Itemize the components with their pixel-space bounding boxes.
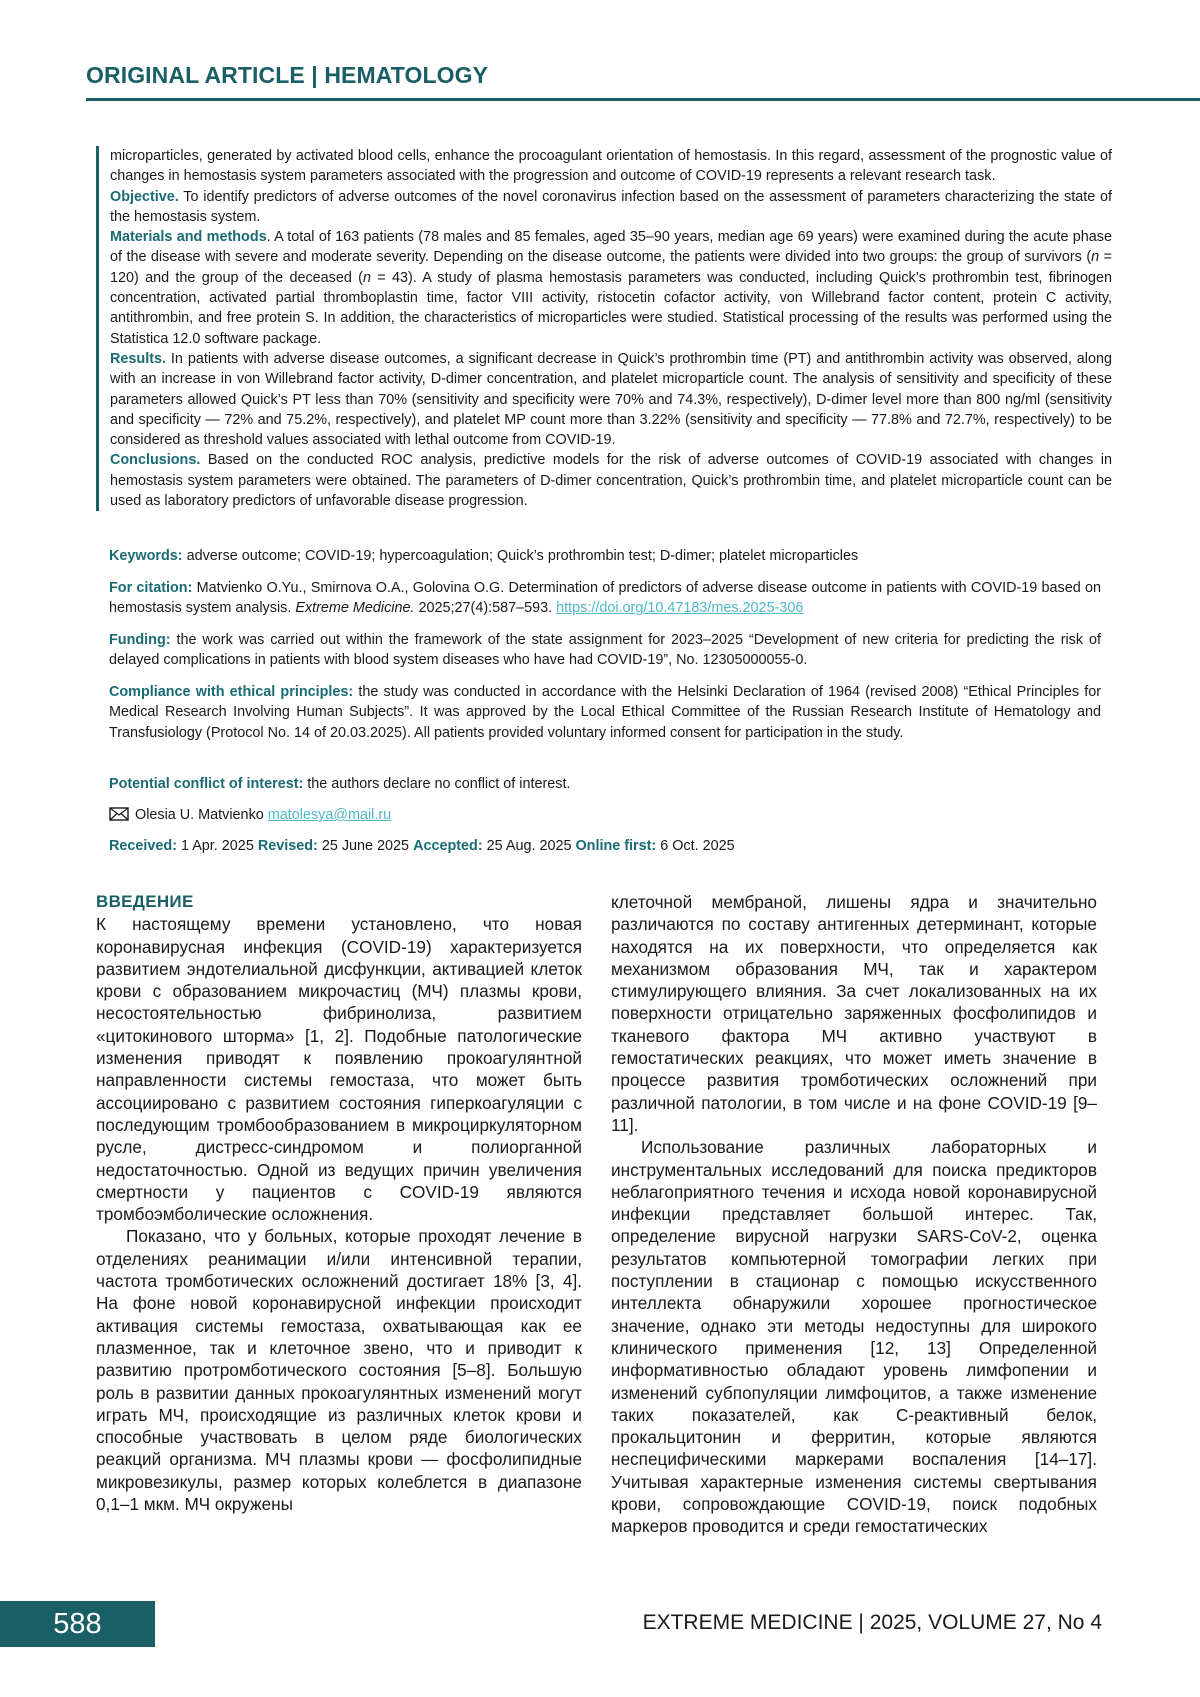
results-text: In patients with adverse disease outcomes, a significant decrease in Quick’s prothrombin time (PT) and antithrombin activity was observed, along with an increase in von Willebrand factor activity, D-dimer concentration, and platelet microparticle count. The analysis of sensitivity and specificity of these parameters allowed Quick’s PT less than 70% (sensitivity and specificity were 70% and 74.3%, respectively), D-dimer level more than 800 ng/ml (sensitivity and specificity — 72% and 75.2%, respectively), and platelet MP count more than 3.22% (sensitivity and specificity — 77.8% and 72.7%, respectively) to be considered as threshold values associated with lethal outcome from COVID-19. — [110, 350, 1112, 449]
left-paragraph-2: Показано, что у больных, которые проходят лечение в отделениях реанимации и/или интенсивной терапии, частота тромботических осложнений достигает 18% [3, 4]. На фоне новой коронавирусной инфекции происходит активация системы гемостаза, охватывающая как ее плазменное, так и клеточное звено, что и приводит к развитию протромботического состояния [5–8]. Большую роль в развитии данных прокоагулянтных изменений могут играть МЧ, происходящие из различных клеток крови и способные участвовать в целом ряде биологических реакций организма. МЧ плазмы крови — фосфолипидные микровезикулы, размер которых колеблется в диапазоне 0,1–1 мкм. МЧ окружены — [96, 1226, 582, 1515]
funding-text: the work was carried out within the framework of the state assignment for 2023–2025 “Development of new criteria for predicting the risk of delayed complications in patients with blood system diseases who have had COVID-19”, No. 12305000055-0. — [109, 632, 1101, 669]
right-column — [611, 891, 1097, 1538]
received-date: 1 Apr. 2025 — [181, 838, 254, 854]
abstract-intro: microparticles, generated by activated blood cells, enhance the procoagulant orientation of hemostasis. In this regard, assessment of the prognostic value of changes in hemostasis system parameters associated with the progression and outcome of COVID-19 represents a relevant research task. — [110, 148, 1112, 185]
online-label: Online first: — [575, 838, 657, 854]
keywords — [109, 546, 1101, 566]
left-column — [96, 891, 582, 1515]
methods-text-a: . A total of 163 patients (78 males and 85 females, aged 35–90 years, median age 69 years) were examined during the acute phase of the disease with severe and moderate severity. Depending on the disease outcome, the patients were divided into two groups: the group of survivors ( — [110, 229, 1113, 266]
accepted-date: 25 Aug. 2025 — [486, 838, 572, 854]
citation — [109, 578, 1101, 619]
methods-n-1: n — [1091, 249, 1100, 266]
received-label: Received: — [109, 838, 177, 854]
revised-date: 25 June 2025 — [321, 838, 410, 854]
results-label: Results. — [110, 350, 166, 367]
ethics-text: the study was conducted in accordance with the Helsinki Declaration of 1964 (revised 2008) “Ethical Principles for Medical Research Involving Human Subjects”. It was approved by the Local Ethical Committee of the Russian Research Institute of Hematology and Transfusiology (Protocol No. 14 of 20.03.2025). All patients provided voluntary informed consent for participation in the study. — [109, 684, 1101, 741]
ethics — [109, 682, 1101, 743]
conflict-text: the authors declare no conflict of interest. — [307, 776, 571, 792]
methods-n-2: n — [362, 269, 371, 286]
abstract — [96, 146, 1112, 511]
author-name: Olesia U. Matvienko — [135, 807, 264, 823]
methods-label: Materials and methods — [110, 229, 267, 246]
citation-details: 2025;27(4):587–593. — [418, 600, 553, 617]
methods-text-c: = 43). A study of plasma hemostasis parameters was conducted, including Quick’s prothrombin test, fibrinogen concentration, activated partial thromboplastin time, factor VIII activity, ristocetin cofactor activity, von Willebrand factor content, protein C activity, antithrombin, and free protein S. In addition, the characteristics of microparticles were studied. Statistical processing of the results was performed using the Statistica 12.0 software package. — [110, 269, 1112, 347]
email-link[interactable]: matolesya@mail.ru — [267, 807, 392, 823]
ethics-label: Compliance with ethical principles: — [109, 684, 354, 700]
intro-heading: ВВЕДЕНИЕ — [96, 892, 194, 911]
objective-text: To identify predictors of adverse outcomes of the novel coronavirus infection based on the assessment of parameters characterizing the state of the hemostasis system. — [110, 188, 1112, 225]
page-number: 588 — [0, 1601, 155, 1647]
abstract-methods — [110, 227, 1112, 349]
online-date: 6 Oct. 2025 — [660, 838, 735, 854]
funding-label: Funding: — [109, 632, 171, 648]
conclusions-label: Conclusions. — [110, 452, 201, 469]
section-title: ORIGINAL ARTICLE | HEMATOLOGY — [86, 62, 489, 88]
accepted-label: Accepted: — [413, 838, 483, 854]
revised-label: Revised: — [257, 838, 318, 854]
keywords-label: Keywords: — [109, 548, 183, 564]
citation-label: For citation: — [109, 580, 193, 596]
correspondence — [109, 805, 1101, 827]
dates — [109, 836, 1101, 856]
abstract-conclusions — [110, 450, 1112, 511]
conflict — [109, 774, 1101, 794]
conflict-label: Potential conflict of interest: — [109, 776, 304, 792]
envelope-icon — [109, 807, 129, 827]
abstract-results — [110, 349, 1112, 450]
section-header — [86, 62, 1200, 101]
citation-text: Matvienko O.Yu., Smirnova O.A., Golovina O.G. Determination of predictors of adverse disease outcome in patients with COVID-19 based on hemostasis system analysis. — [109, 580, 1101, 617]
right-paragraph-1: клеточной мембраной, лишены ядра и значительно различаются по составу антигенных детерминант, которые находятся на их поверхности, что определяется как механизмом образования МЧ, так и характером стимулирующего влияния. За счет локализованных на их поверхности отрицательно заряженных фосфолипидов и тканевого фактора МЧ активно участвуют в гемостатических реакциях, что может иметь значение в процессе развития тромботических осложнений при различной патологии, в том числе и на фоне COVID-19 [9–11]. — [611, 892, 1097, 1135]
right-paragraph-2: Использование различных лабораторных и инструментальных исследований для поиска предикторов неблагоприятного течения и исхода новой коронавирусной инфекции представляет большой интерес. Так, определение вирусной нагрузки SARS-CoV-2, оценка результатов компьютерной томографии легких при поступлении в стационар с помощью искусственного интеллекта обнаружили хорошее прогностическое значение, однако эти методы недоступны для широкого клинического применения [12, 13] Определенной информативностью обладают уровень лимфопении и изменений субпопуляции лимфоцитов, а также изменение таких показателей, как С-реактивный белок, прокальцитонин и ферритин, которые являются неспецифическими маркерами воспаления [14–17]. Учитывая характерные изменения системы свертывания крови, сопровождающие COVID-19, поиск подобных маркеров проводится и среди гемостатических — [611, 1137, 1097, 1537]
journal-footer: EXTREME MEDICINE | 2025, VOLUME 27, No 4 — [642, 1611, 1102, 1634]
methods-text-b: = 120) and the group of the deceased ( — [110, 249, 1112, 286]
keywords-text: adverse outcome; COVID-19; hypercoagulation; Quick’s prothrombin test; D-dimer; platelet microparticles — [186, 548, 859, 564]
objective-label: Objective. — [110, 188, 179, 205]
doi-link[interactable]: https://doi.org/10.47183/mes.2025-306 — [556, 600, 804, 617]
citation-journal: Extreme Medicine. — [295, 600, 415, 617]
abstract-objective — [110, 187, 1112, 228]
left-paragraph-1: К настоящему времени установлено, что новая коронавирусная инфекция (COVID-19) характеризуется развитием эндотелиальной дисфункции, активацией клеток крови с образованием микрочастиц (МЧ) плазмы крови, несостоятельностью фибринолиза, развитием «цитокинового шторма» [1, 2]. Подобные патологические изменения приводят к появлению прокоагулянтной направленности системы гемостаза, что может быть ассоциировано с развитием состояния гиперкоагуляции с последующим тромбообразованием в микроциркуляторном русле, дистресс-синдромом и полиорганной недостаточностью. Одной из ведущих причин увеличения смертности у пациентов с COVID-19 являются тромбоэмболические осложнения. — [96, 914, 582, 1225]
funding — [109, 630, 1101, 671]
conclusions-text: Based on the conducted ROC analysis, predictive models for the risk of adverse outcomes of COVID-19 associated with changes in hemostasis system parameters were obtained. The parameters of D-dimer concentration, Quick’s prothrombin time, and platelet microparticle count can be used as laboratory predictors of unfavorable disease progression. — [110, 452, 1112, 510]
